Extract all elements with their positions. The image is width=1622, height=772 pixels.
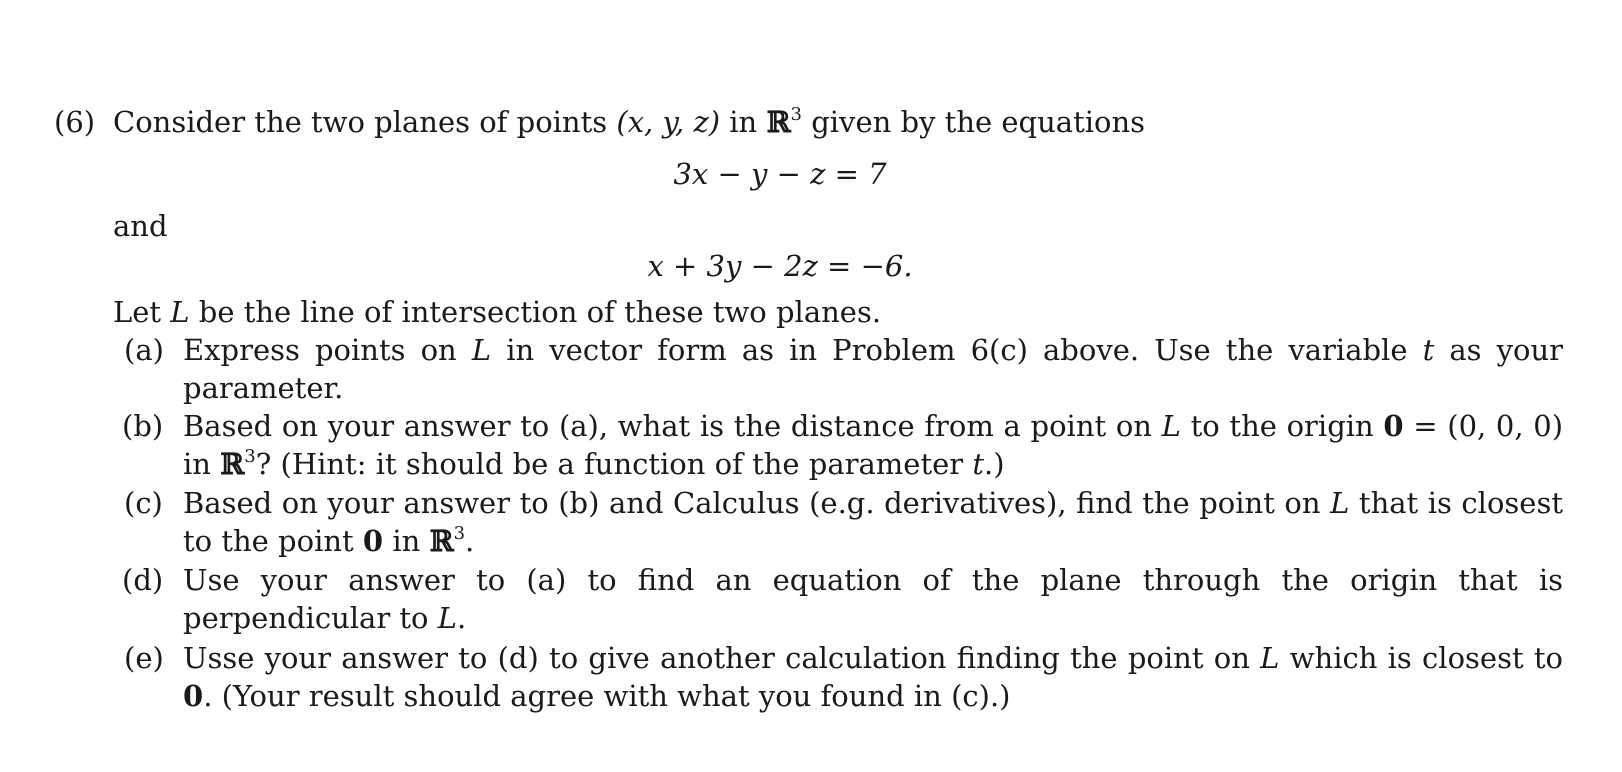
intro-text-2: in <box>729 105 758 139</box>
part-a-t2: in vector form as in Problem 6(c) above. Use the variable <box>506 333 1408 367</box>
part-c-space: ℝ <box>429 524 454 558</box>
part-d-L: L <box>437 601 457 635</box>
intro-exponent: 3 <box>790 104 802 125</box>
part-c-label: (c) <box>124 486 163 520</box>
let-text-1: Let <box>113 295 162 329</box>
part-b-L: L <box>1161 409 1181 443</box>
part-a-t3: as your parameter. <box>183 333 1564 405</box>
part-d-text <box>183 561 1563 637</box>
part-b-space: ℝ <box>220 447 245 481</box>
and-word: and <box>113 209 168 243</box>
part-c-t2: that is closest to the point <box>183 486 1563 558</box>
problem-number: (6) <box>54 105 96 139</box>
equation-2: x + 3y − 2z = −6. <box>647 249 913 283</box>
part-c-t1: Based on your answer to (b) and Calculus (e.g. derivatives), find the point on <box>183 486 1321 520</box>
part-b-text <box>183 407 1563 483</box>
part-e-t3: . (Your result should agree with what you found in (c).) <box>203 679 1011 713</box>
equation-1: 3x − y − z = 7 <box>673 157 887 191</box>
part-e-t1: Usse your answer to (d) to give another calculation finding the point on <box>183 641 1250 675</box>
part-b-t2: to the origin <box>1190 409 1374 443</box>
part-d-t2: . <box>457 601 467 635</box>
part-e-text <box>183 639 1563 715</box>
part-e-t2: which is closest to <box>1289 641 1563 675</box>
part-a-t1: Express points on <box>183 333 457 367</box>
part-c-t4: . <box>465 524 475 558</box>
part-b-exp: 3 <box>244 446 256 467</box>
part-c-zero: 0 <box>362 524 384 558</box>
part-a-text <box>183 331 1563 407</box>
let-text-2: be the line of intersection of these two planes. <box>198 295 882 329</box>
part-a-L: L <box>471 333 492 367</box>
let-var-L: L <box>170 295 190 329</box>
part-b-t5: .) <box>984 447 1005 481</box>
part-b-t4: ? (Hint: it should be a function of the parameter <box>255 447 964 481</box>
intro-point: (x, y, z) <box>616 105 721 139</box>
part-c-exp: 3 <box>453 523 466 544</box>
part-c-L: L <box>1330 486 1350 520</box>
part-c-t3: in <box>392 524 421 558</box>
part-b-zero: 0 <box>1383 409 1404 443</box>
part-b-label: (b) <box>122 409 164 443</box>
part-b-t1: Based on your answer to (a), what is the distance from a point on <box>183 409 1152 443</box>
part-d-label: (d) <box>122 563 164 597</box>
intro-text-1: Consider the two planes of points <box>113 105 608 139</box>
part-a-label: (a) <box>124 333 164 367</box>
problem-intro <box>113 104 1145 140</box>
intro-space: ℝ <box>766 105 791 139</box>
let-line <box>113 294 881 330</box>
part-c-text <box>183 484 1563 560</box>
part-e-label: (e) <box>124 641 164 675</box>
intro-text-3: given by the equations <box>811 105 1146 139</box>
part-d-t1: Use your answer to (a) to find an equation of the plane through the origin that is perpendicular to <box>183 563 1563 635</box>
part-a-t: t <box>1422 333 1435 367</box>
part-e-zero: 0 <box>183 679 204 713</box>
part-b-t: t <box>972 447 985 481</box>
part-b-t3: = (0, 0, 0) in <box>183 409 1564 481</box>
part-e-L: L <box>1260 641 1280 675</box>
